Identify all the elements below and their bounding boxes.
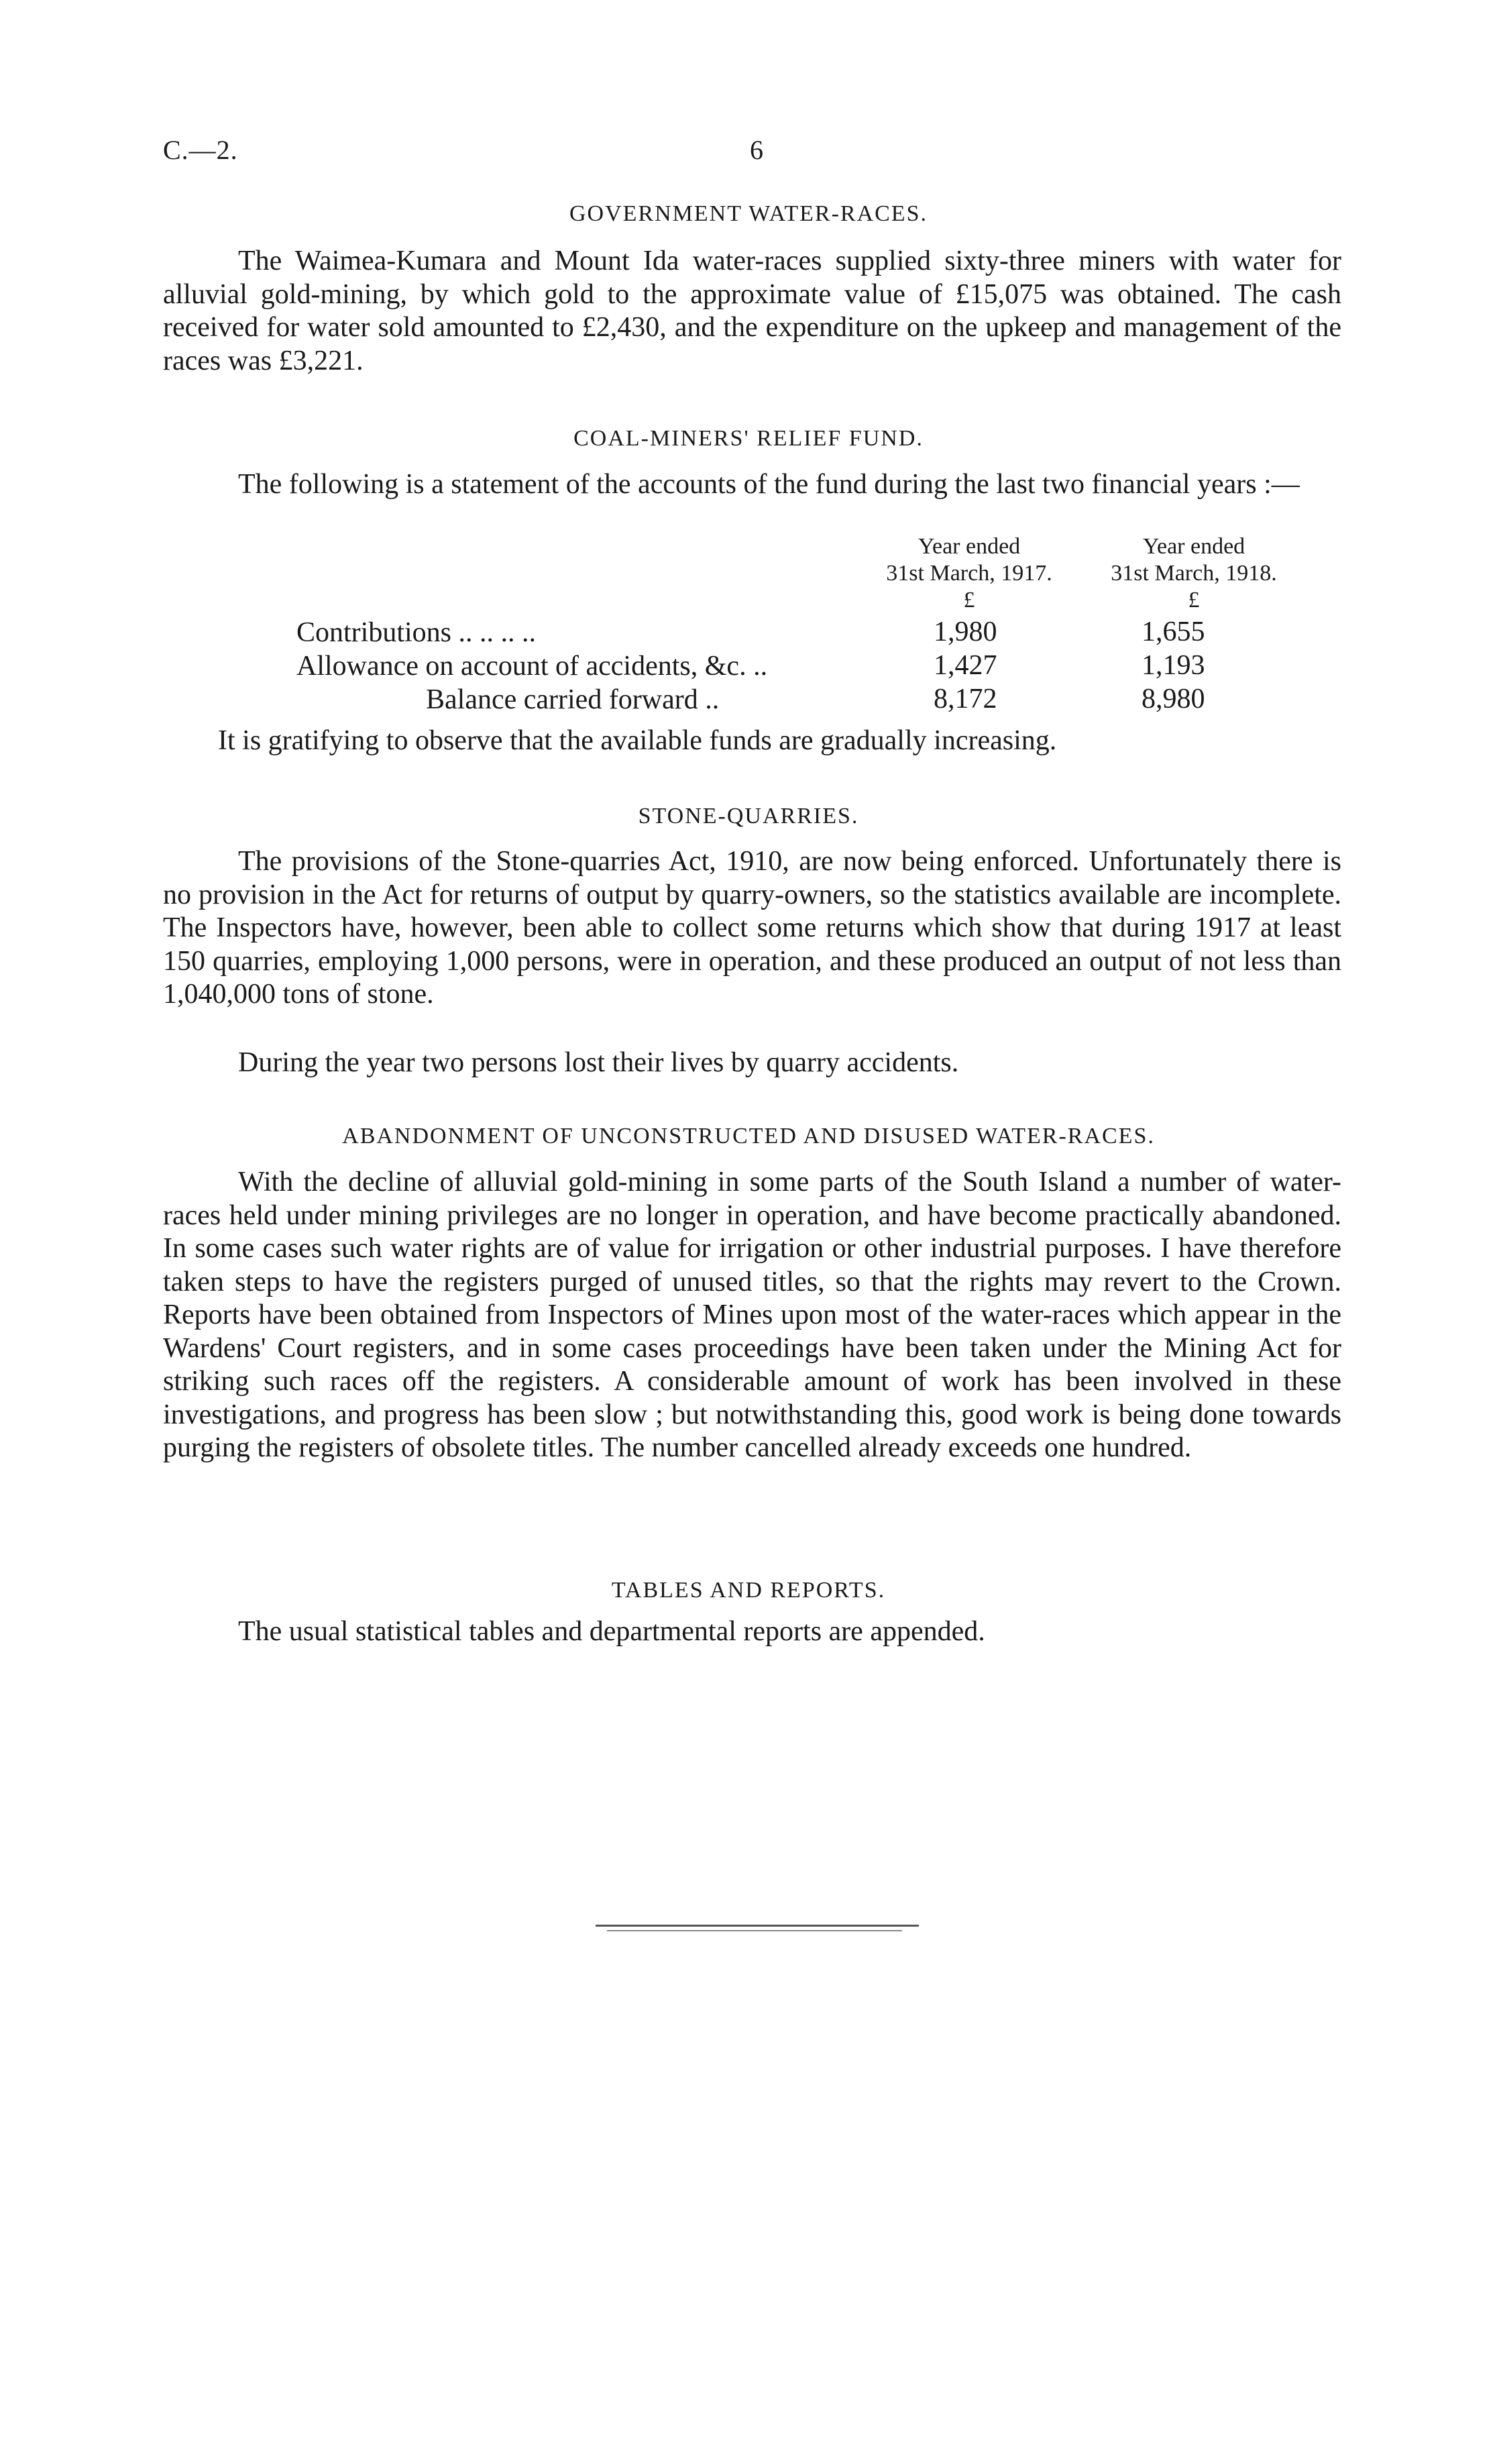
paragraph-relief-fund-closing: It is gratifying to observe that the available funds are gradually increasing. [218, 725, 1057, 756]
closing-rule [596, 1925, 919, 1927]
value-1918: 1,655 [1142, 617, 1205, 647]
section-heading-tables: TABLES AND REPORTS. [611, 1578, 886, 1603]
page-number: 6 [750, 135, 764, 165]
value-1917: 1,980 [934, 617, 997, 647]
document-reference: C.—2. [163, 135, 238, 165]
section-heading-abandonment: ABANDONMENT OF UNCONSTRUCTED AND DISUSED WATER-RACES. [342, 1124, 1155, 1148]
row-label: Balance carried forward .. [426, 684, 720, 715]
closing-rule-secondary [607, 1930, 902, 1931]
section-heading-relief-fund: COAL-MINERS' RELIEF FUND. [573, 426, 924, 451]
col1-header-unit: £ [963, 588, 975, 612]
paragraph-abandonment: With the decline of alluvial gold-mining in some parts of the South Island a number of water-races held under mining privileges are no longer in operation, and have become practically abandoned. In some cases such water rights are of value for irrigation or other industrial purposes. I have therefore taken steps to have the registers purged of unused titles, so that the rights may revert to the Crown. Reports have been obtained from Inspectors of Mines upon most of the water-races which appear in the Wardens' Court registers, and in some cases proceedings have been taken under the Mining Act for striking such races off the registers. A considerable amount of work has been involved in these investigations, and progress has been slow ; but notwithstanding this, good work is being done towards purging the registers of obsolete titles. The number cancelled already exceeds one hundred. [163, 1167, 1341, 1463]
value-1917: 8,172 [934, 684, 997, 714]
value-1918: 1,193 [1142, 650, 1205, 681]
row-label: Allowance on account of accidents, &c. .. [296, 651, 768, 682]
col2-header-line2: 31st March, 1918. [1111, 561, 1277, 586]
col2-header-line1: Year ended [1142, 534, 1245, 559]
column-header-1918 [1083, 533, 1305, 614]
paragraph-stone-quarries: The provisions of the Stone-quarries Act, 1910, are now being enforced. Unfortunately there is no provision in the Act for returns of output by quarry-owners, so the statistics available are incomplete. The Inspectors have, however, been able to collect some returns which show that during 1917 at least 150 quarries, employing 1,000 persons, were in operation, and these produced an output of not less than 1,040,000 tons of stone. [163, 846, 1341, 1010]
column-header-1917 [858, 533, 1080, 614]
value-1918: 8,980 [1142, 684, 1205, 714]
section-heading-water-races: GOVERNMENT WATER-RACES. [569, 201, 928, 226]
paragraph-tables: The usual statistical tables and departmental reports are appended. [238, 1616, 985, 1647]
section-heading-stone-quarries: STONE-QUARRIES. [638, 804, 859, 828]
paragraph-water-races: The Waimea-Kumara and Mount Ida water-races supplied sixty-three miners with water for alluvial gold-mining, by which gold to the approximate value of £15,075 was obtained. The cash received for water sold amounted to £2,430, and the expenditure on the upkeep and management of the races was £3,221. [163, 246, 1341, 376]
row-label: Contributions .. .. .. .. [296, 617, 537, 648]
paragraph-relief-fund-intro: The following is a statement of the accounts of the fund during the last two financial years :— [238, 469, 1300, 500]
paragraph-quarry-accidents: During the year two persons lost their lives by quarry accidents. [238, 1047, 959, 1078]
col1-header-line1: Year ended [918, 534, 1021, 559]
value-1917: 1,427 [934, 650, 997, 681]
col2-header-unit: £ [1188, 588, 1200, 612]
col1-header-line2: 31st March, 1917. [886, 561, 1052, 586]
